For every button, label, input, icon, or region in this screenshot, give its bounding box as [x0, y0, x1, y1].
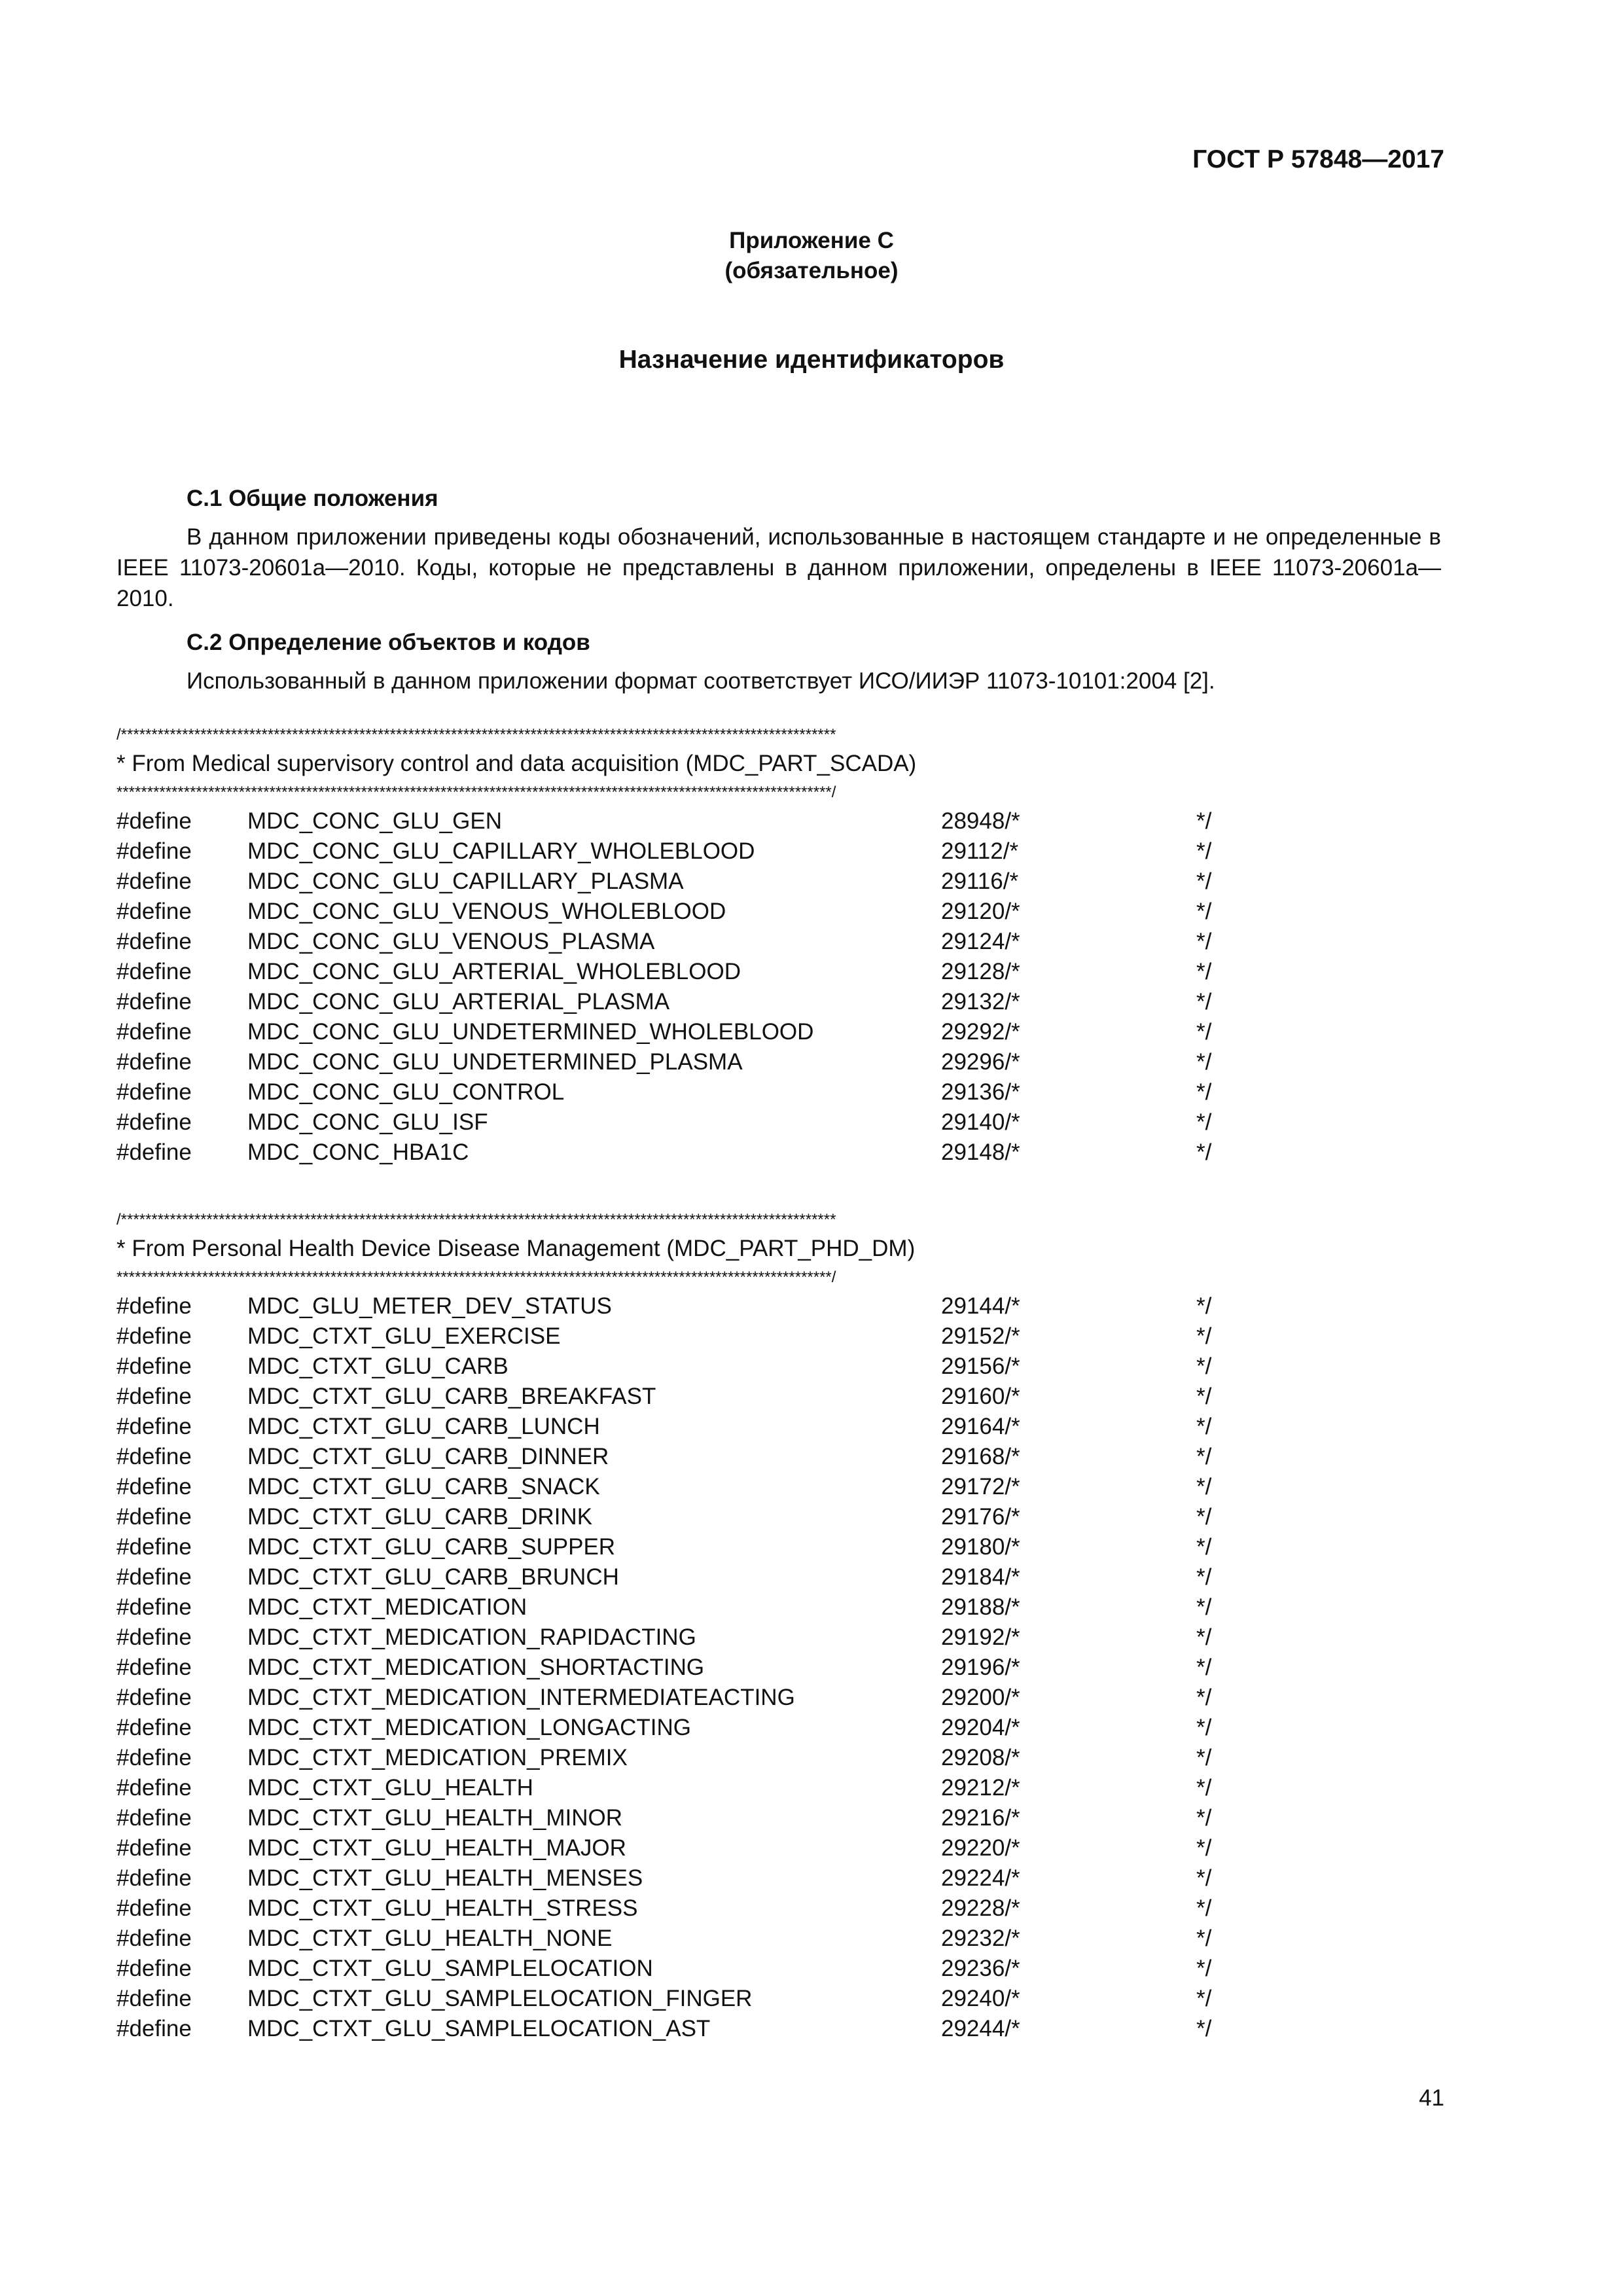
define-keyword: #define [116, 1504, 192, 1530]
constant-name: MDC_CTXT_GLU_CARB_DRINK [247, 1504, 593, 1530]
constant-code: 29112/* [941, 838, 1019, 864]
define-keyword: #define [116, 1895, 192, 1921]
define-row [116, 1047, 1236, 1077]
comment-stars-open: /********************************************************************************************************************* [116, 726, 836, 744]
constant-code: 29168/* [941, 1444, 1020, 1469]
constant-name: MDC_CONC_GLU_CAPILLARY_WHOLEBLOOD [247, 838, 755, 864]
comment-text: * From Medical supervisory control and data acquisition (MDC_PART_SCADA) [116, 751, 917, 776]
comment-end: */ [1196, 1534, 1212, 1560]
constant-name: MDC_CTXT_GLU_HEALTH_MENSES [247, 1865, 643, 1891]
comment-end: */ [1196, 808, 1212, 834]
comment-end: */ [1196, 1414, 1212, 1439]
constant-name: MDC_CONC_GLU_VENOUS_WHOLEBLOOD [247, 899, 726, 924]
define-row [116, 1683, 1236, 1713]
define-row [116, 1442, 1236, 1472]
comment-end: */ [1196, 1079, 1212, 1105]
define-keyword: #define [116, 929, 192, 954]
comment-end: */ [1196, 1504, 1212, 1530]
define-keyword: #define [116, 1444, 192, 1469]
constant-name: MDC_CONC_GLU_CAPILLARY_PLASMA [247, 869, 684, 894]
define-row [116, 1532, 1236, 1562]
define-row [116, 1472, 1236, 1502]
constant-code: 29172/* [941, 1474, 1020, 1499]
constant-name: MDC_CTXT_GLU_CARB_DINNER [247, 1444, 609, 1469]
constant-code: 29208/* [941, 1745, 1020, 1770]
comment-end: */ [1196, 1775, 1212, 1801]
page-title: Назначение идентификаторов [618, 346, 1005, 374]
constant-code: 29192/* [941, 1624, 1020, 1650]
define-list [116, 1291, 1236, 2044]
define-keyword: #define [116, 899, 192, 924]
define-keyword: #define [116, 1019, 192, 1045]
constant-code: 29124/* [941, 929, 1020, 954]
constant-code: 29128/* [941, 959, 1020, 984]
define-row [116, 1321, 1236, 1352]
define-row [116, 1863, 1236, 1893]
comment-end: */ [1196, 2016, 1212, 2041]
define-row [116, 2014, 1236, 2044]
define-row [116, 1713, 1236, 1743]
constant-code: 29244/* [941, 2016, 1020, 2041]
constant-code: 29184/* [941, 1564, 1020, 1590]
comment-end: */ [1196, 1049, 1212, 1075]
constant-code: 29216/* [941, 1805, 1020, 1831]
define-row [116, 1382, 1236, 1412]
section-c1-heading: С.1 Общие положения [187, 486, 438, 511]
comment-stars-open: /********************************************************************************************************************* [116, 1211, 836, 1229]
constant-name: MDC_CTXT_GLU_EXERCISE [247, 1323, 561, 1349]
define-row [116, 1893, 1236, 1924]
constant-name: MDC_CTXT_GLU_HEALTH_MINOR [247, 1805, 623, 1831]
constant-code: 29232/* [941, 1926, 1020, 1951]
comment-end: */ [1196, 989, 1212, 1014]
constant-name: MDC_CTXT_GLU_CARB_BREAKFAST [247, 1384, 656, 1409]
constant-name: MDC_CTXT_MEDICATION_SHORTACTING [247, 1655, 705, 1680]
section-c1-text: В данном приложении приведены коды обозначений, использованные в настоящем стандарте и не определенные в IEEE 11073-20601a—2010. Коды, которые не представлены в данном приложении, определены в IEEE 11073-20601a—2010. [116, 524, 1441, 611]
constant-code: 29152/* [941, 1323, 1020, 1349]
define-row [116, 1562, 1236, 1592]
comment-end: */ [1196, 1323, 1212, 1349]
comment-end: */ [1196, 1745, 1212, 1770]
comment-end: */ [1196, 1926, 1212, 1951]
constant-name: MDC_CTXT_GLU_SAMPLELOCATION_FINGER [247, 1986, 753, 2011]
define-row [116, 987, 1236, 1017]
define-keyword: #define [116, 1594, 192, 1620]
define-row [116, 1623, 1236, 1653]
define-keyword: #define [116, 1775, 192, 1801]
constant-code: 29292/* [941, 1019, 1020, 1045]
define-keyword: #define [116, 808, 192, 834]
constant-code: 29164/* [941, 1414, 1020, 1439]
constant-name: MDC_CONC_HBA1C [247, 1139, 469, 1165]
constant-code: 29196/* [941, 1655, 1020, 1680]
constant-name: MDC_CTXT_GLU_SAMPLELOCATION [247, 1956, 653, 1981]
constant-name: MDC_CTXT_GLU_HEALTH [247, 1775, 533, 1801]
constant-name: MDC_CONC_GLU_UNDETERMINED_PLASMA [247, 1049, 743, 1075]
comment-end: */ [1196, 1685, 1212, 1710]
comment-end: */ [1196, 1139, 1212, 1165]
define-keyword: #define [116, 1745, 192, 1770]
comment-end: */ [1196, 1444, 1212, 1469]
constant-code: 28948/* [941, 808, 1020, 834]
define-keyword: #define [116, 1655, 192, 1680]
comment-end: */ [1196, 1715, 1212, 1740]
define-row [116, 1412, 1236, 1442]
constant-name: MDC_CTXT_GLU_HEALTH_MAJOR [247, 1835, 626, 1861]
constant-name: MDC_GLU_METER_DEV_STATUS [247, 1293, 612, 1319]
define-list [116, 806, 1236, 1168]
comment-end: */ [1196, 1474, 1212, 1499]
comment-end: */ [1196, 899, 1212, 924]
code-block-scada [116, 721, 1236, 1168]
define-row [116, 1592, 1236, 1623]
define-keyword: #define [116, 1474, 192, 1499]
define-row [116, 836, 1236, 867]
constant-code: 29204/* [941, 1715, 1020, 1740]
constant-name: MDC_CTXT_GLU_HEALTH_STRESS [247, 1895, 638, 1921]
define-keyword: #define [116, 1956, 192, 1981]
define-row [116, 897, 1236, 927]
define-keyword: #define [116, 2016, 192, 2041]
define-keyword: #define [116, 1624, 192, 1650]
constant-code: 29160/* [941, 1384, 1020, 1409]
constant-code: 29136/* [941, 1079, 1020, 1105]
define-keyword: #define [116, 1354, 192, 1379]
constant-code: 29140/* [941, 1109, 1020, 1135]
comment-end: */ [1196, 1109, 1212, 1135]
appendix-status: (обязательное) [724, 258, 899, 283]
define-row [116, 1984, 1236, 2014]
constant-name: MDC_CTXT_MEDICATION_INTERMEDIATEACTING [247, 1685, 795, 1710]
constant-name: MDC_CTXT_GLU_CARB_SUPPER [247, 1534, 616, 1560]
constant-code: 29116/* [941, 869, 1019, 894]
comment-end: */ [1196, 1564, 1212, 1590]
comment-end: */ [1196, 1835, 1212, 1861]
define-keyword: #define [116, 1109, 192, 1135]
comment-end: */ [1196, 1895, 1212, 1921]
constant-code: 29176/* [941, 1504, 1020, 1530]
define-row [116, 806, 1236, 836]
define-row [116, 1833, 1236, 1863]
constant-code: 29132/* [941, 989, 1020, 1014]
define-row [116, 1924, 1236, 1954]
constant-code: 29240/* [941, 1986, 1020, 2011]
comment-end: */ [1196, 1293, 1212, 1319]
define-keyword: #define [116, 1534, 192, 1560]
constant-name: MDC_CTXT_GLU_CARB_BRUNCH [247, 1564, 619, 1590]
define-keyword: #define [116, 959, 192, 984]
define-keyword: #define [116, 869, 192, 894]
constant-name: MDC_CONC_GLU_ISF [247, 1109, 488, 1135]
constant-code: 29180/* [941, 1534, 1020, 1560]
constant-name: MDC_CONC_GLU_VENOUS_PLASMA [247, 929, 655, 954]
comment-end: */ [1196, 1865, 1212, 1891]
appendix-heading [0, 226, 1623, 286]
define-row [116, 1138, 1236, 1168]
constant-name: MDC_CTXT_GLU_CARB_SNACK [247, 1474, 600, 1499]
define-row [116, 957, 1236, 987]
comment-end: */ [1196, 959, 1212, 984]
comment-end: */ [1196, 1384, 1212, 1409]
define-keyword: #define [116, 838, 192, 864]
constant-code: 29156/* [941, 1354, 1020, 1379]
define-keyword: #define [116, 1564, 192, 1590]
define-keyword: #define [116, 1384, 192, 1409]
comment-end: */ [1196, 1624, 1212, 1650]
standard-number: ГОСТ Р 57848—2017 [1192, 145, 1444, 173]
define-keyword: #define [116, 1835, 192, 1861]
constant-code: 29120/* [941, 899, 1020, 924]
section-c2-heading: С.2 Определение объектов и кодов [187, 630, 590, 655]
define-keyword: #define [116, 1715, 192, 1740]
comment-end: */ [1196, 1805, 1212, 1831]
define-row [116, 1077, 1236, 1107]
define-row [116, 1017, 1236, 1047]
define-row [116, 1352, 1236, 1382]
define-keyword: #define [116, 1685, 192, 1710]
define-keyword: #define [116, 1986, 192, 2011]
appendix-label: Приложение С [729, 228, 894, 253]
comment-end: */ [1196, 1655, 1212, 1680]
define-keyword: #define [116, 1865, 192, 1891]
define-row [116, 1743, 1236, 1773]
define-keyword: #define [116, 1049, 192, 1075]
define-keyword: #define [116, 1139, 192, 1165]
comment-end: */ [1196, 869, 1212, 894]
constant-code: 29212/* [941, 1775, 1020, 1801]
constant-code: 29148/* [941, 1139, 1020, 1165]
comment-stars-close: *********************************************************************************************************************/ [116, 1268, 836, 1286]
define-row [116, 1502, 1236, 1532]
section-c2-text: Использованный в данном приложении формат соответствует ИСО/ИИЭР 11073-10101:2004 [2]. [187, 668, 1215, 694]
comment-end: */ [1196, 1019, 1212, 1045]
constant-name: MDC_CONC_GLU_GEN [247, 808, 502, 834]
constant-code: 29144/* [941, 1293, 1020, 1319]
code-block-phd-dm [116, 1206, 1236, 2044]
comment-end: */ [1196, 838, 1212, 864]
constant-code: 29200/* [941, 1685, 1020, 1710]
define-row [116, 867, 1236, 897]
define-row [116, 1954, 1236, 1984]
define-keyword: #define [116, 1079, 192, 1105]
define-keyword: #define [116, 1926, 192, 1951]
define-keyword: #define [116, 1805, 192, 1831]
constant-name: MDC_CTXT_MEDICATION_LONGACTING [247, 1715, 692, 1740]
constant-name: MDC_CTXT_GLU_CARB [247, 1354, 508, 1379]
define-row [116, 1653, 1236, 1683]
constant-code: 29228/* [941, 1895, 1020, 1921]
constant-code: 29220/* [941, 1835, 1020, 1861]
define-keyword: #define [116, 1414, 192, 1439]
comment-end: */ [1196, 929, 1212, 954]
comment-stars-close: *********************************************************************************************************************/ [116, 783, 836, 801]
constant-code: 29188/* [941, 1594, 1020, 1620]
comment-end: */ [1196, 1956, 1212, 1981]
constant-name: MDC_CONC_GLU_CONTROL [247, 1079, 565, 1105]
constant-name: MDC_CONC_GLU_ARTERIAL_WHOLEBLOOD [247, 959, 741, 984]
constant-name: MDC_CTXT_GLU_HEALTH_NONE [247, 1926, 613, 1951]
page-number: 41 [1419, 2085, 1444, 2111]
comment-text: * From Personal Health Device Disease Management (MDC_PART_PHD_DM) [116, 1236, 916, 1261]
comment-end: */ [1196, 1986, 1212, 2011]
comment-end: */ [1196, 1354, 1212, 1379]
define-row [116, 1773, 1236, 1803]
define-row [116, 1107, 1236, 1138]
constant-name: MDC_CTXT_GLU_SAMPLELOCATION_AST [247, 2016, 711, 2041]
constant-code: 29296/* [941, 1049, 1020, 1075]
constant-name: MDC_CTXT_MEDICATION_PREMIX [247, 1745, 628, 1770]
define-row [116, 927, 1236, 957]
constant-name: MDC_CTXT_MEDICATION_RAPIDACTING [247, 1624, 696, 1650]
define-keyword: #define [116, 1323, 192, 1349]
constant-name: MDC_CONC_GLU_UNDETERMINED_WHOLEBLOOD [247, 1019, 814, 1045]
define-keyword: #define [116, 1293, 192, 1319]
constant-code: 29236/* [941, 1956, 1020, 1981]
constant-name: MDC_CTXT_MEDICATION [247, 1594, 527, 1620]
constant-code: 29224/* [941, 1865, 1020, 1891]
define-row [116, 1803, 1236, 1833]
constant-name: MDC_CTXT_GLU_CARB_LUNCH [247, 1414, 600, 1439]
comment-end: */ [1196, 1594, 1212, 1620]
constant-name: MDC_CONC_GLU_ARTERIAL_PLASMA [247, 989, 670, 1014]
define-keyword: #define [116, 989, 192, 1014]
define-row [116, 1291, 1236, 1321]
